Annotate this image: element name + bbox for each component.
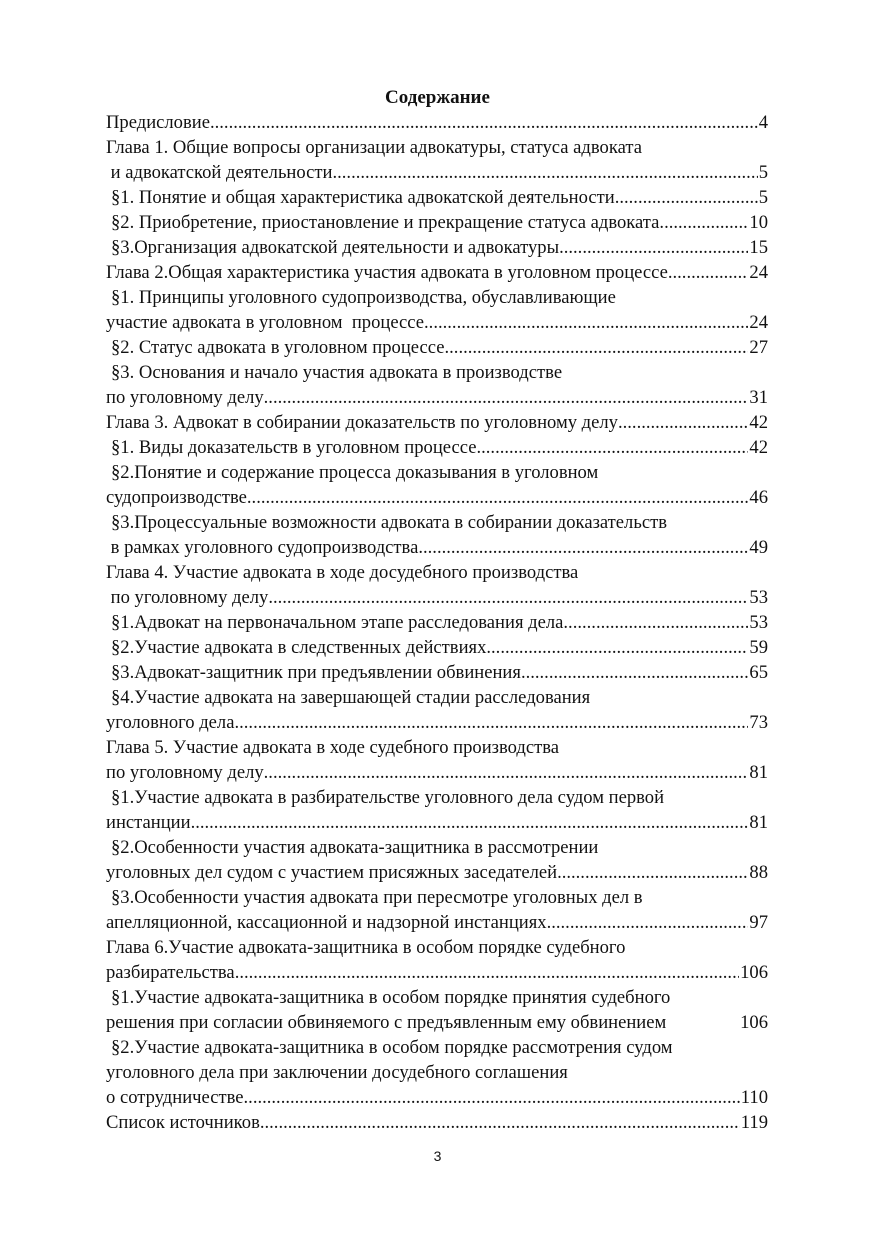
toc-line <box>106 1010 768 1035</box>
toc-page-number: 15 <box>749 237 768 258</box>
toc-line <box>106 585 768 610</box>
toc-entry-text: §3.Адвокат-защитник при предъявлении обвинения <box>111 662 521 683</box>
toc-page-number: 5 <box>758 187 768 208</box>
toc-line <box>106 935 768 960</box>
toc-line <box>106 235 768 260</box>
toc-entry-text: Глава 6.Участие адвоката-защитника в особом порядке судебного <box>106 937 626 958</box>
dot-leader <box>264 760 749 785</box>
dot-leader <box>418 535 748 560</box>
toc-entry <box>106 835 768 885</box>
toc-page-number: 24 <box>749 312 768 333</box>
toc-page-number: 46 <box>749 487 768 508</box>
dot-leader <box>618 410 748 435</box>
toc-entry <box>106 210 768 235</box>
toc-line <box>106 710 768 735</box>
toc-line <box>106 835 768 860</box>
toc-page-number: 53 <box>749 587 768 608</box>
toc-entry-text: §1.Участие адвоката-защитника в особом порядке принятия судебного <box>111 987 671 1008</box>
toc-entry-text: §2. Приобретение, приостановление и прекращение статуса адвоката <box>111 212 660 233</box>
toc-line <box>106 985 768 1010</box>
toc-entry <box>106 185 768 210</box>
toc-entry-text: Глава 5. Участие адвоката в ходе судебного производства <box>106 737 560 758</box>
toc-entry <box>106 235 768 260</box>
dot-leader <box>445 335 749 360</box>
toc-entry-text: в рамках уголовного судопроизводства <box>106 537 419 558</box>
toc-page-number: 106 <box>740 1012 768 1033</box>
toc-line <box>106 260 768 285</box>
dot-leader <box>264 385 749 410</box>
toc-line <box>106 160 768 185</box>
toc-entry-text: Глава 4. Участие адвоката в ходе досудебного производства <box>106 562 579 583</box>
toc-page-number: 59 <box>749 637 768 658</box>
dot-leader <box>191 810 749 835</box>
dot-leader <box>547 910 749 935</box>
toc-entry-text: §3. Основания и начало участия адвоката в производстве <box>111 362 563 383</box>
dot-leader <box>476 435 748 460</box>
dot-leader <box>486 635 748 660</box>
toc-entry <box>106 410 768 435</box>
toc-entry <box>106 285 768 335</box>
toc-entry <box>106 610 768 635</box>
toc-line <box>106 660 768 685</box>
dot-leader <box>235 960 739 985</box>
toc-entry-text: §1. Принципы уголовного судопроизводства, обуславливающие <box>111 287 616 308</box>
toc-line <box>106 1085 768 1110</box>
toc-entry-text: §3.Особенности участия адвоката при пересмотре уголовных дел в <box>111 887 643 908</box>
dot-leader <box>244 1085 740 1110</box>
dot-leader <box>247 485 749 510</box>
table-of-contents <box>106 110 768 1135</box>
toc-page-number: 97 <box>749 912 768 933</box>
toc-line <box>106 535 768 560</box>
dot-leader <box>260 1110 740 1135</box>
toc-entry <box>106 110 768 135</box>
toc-line <box>106 1060 768 1085</box>
toc-entry-text: уголовных дел судом с участием присяжных заседателей <box>106 862 558 883</box>
toc-page-number: 10 <box>749 212 768 233</box>
toc-page-number: 53 <box>749 612 768 633</box>
toc-entry <box>106 1035 768 1110</box>
toc-page-number: 27 <box>749 337 768 358</box>
toc-line <box>106 210 768 235</box>
toc-line <box>106 510 768 535</box>
toc-line <box>106 385 768 410</box>
toc-entry-text: §1. Понятие и общая характеристика адвокатской деятельности <box>111 187 615 208</box>
toc-entry-text: §3.Организация адвокатской деятельности и адвокатуры <box>111 237 560 258</box>
toc-title: Содержание <box>385 87 490 108</box>
dot-leader <box>615 185 758 210</box>
toc-page-number: 42 <box>749 412 768 433</box>
toc-entry-text: инстанции <box>106 812 191 833</box>
toc-entry-text: §2.Понятие и содержание процесса доказывания в уголовном <box>111 462 599 483</box>
toc-page-number: 81 <box>749 812 768 833</box>
dot-leader <box>268 585 748 610</box>
toc-entry-text: §1. Виды доказательств в уголовном процессе <box>111 437 477 458</box>
toc-line <box>106 360 768 385</box>
toc-line <box>106 285 768 310</box>
toc-line <box>106 810 768 835</box>
toc-entry-text: §3.Процессуальные возможности адвоката в собирании доказательств <box>111 512 667 533</box>
toc-line <box>106 485 768 510</box>
toc-entry-text: §1.Участие адвоката в разбирательстве уголовного дела судом первой <box>111 787 665 808</box>
toc-entry-text: решения при согласии обвиняемого с предъявленным ему обвинением <box>106 1012 667 1033</box>
toc-entry <box>106 735 768 785</box>
toc-page-number: 81 <box>749 762 768 783</box>
toc-entry <box>106 460 768 510</box>
toc-entry <box>106 510 768 560</box>
toc-entry-text: §1.Адвокат на первоначальном этапе расследования дела <box>111 612 564 633</box>
toc-entry-text: §2.Особенности участия адвоката-защитника в рассмотрении <box>111 837 599 858</box>
toc-entry-text: и адвокатской деятельности <box>106 162 333 183</box>
toc-entry <box>106 985 768 1035</box>
toc-entry-text: Список источников <box>106 1112 260 1133</box>
toc-line <box>106 760 768 785</box>
toc-line <box>106 135 768 160</box>
toc-entry-text: по уголовному делу <box>106 587 269 608</box>
toc-line <box>106 110 768 135</box>
toc-line <box>106 310 768 335</box>
toc-page-number: 49 <box>749 537 768 558</box>
toc-line <box>106 410 768 435</box>
toc-entry-text: §2. Статус адвоката в уголовном процессе <box>111 337 445 358</box>
dot-leader <box>659 210 748 235</box>
toc-page-number: 73 <box>749 712 768 733</box>
toc-entry-text: по уголовному делу <box>106 387 264 408</box>
toc-entry-text: участие адвоката в уголовном процессе <box>106 312 425 333</box>
toc-entry-text: судопроизводстве <box>106 487 247 508</box>
toc-entry <box>106 635 768 660</box>
toc-page-number: 110 <box>740 1087 768 1108</box>
toc-entry-text: §2.Участие адвоката в следственных действиях <box>111 637 487 658</box>
dot-leader <box>332 160 757 185</box>
toc-entry <box>106 435 768 460</box>
toc-entry <box>106 1110 768 1135</box>
toc-entry <box>106 660 768 685</box>
toc-line <box>106 785 768 810</box>
dot-leader <box>521 660 748 685</box>
toc-line <box>106 460 768 485</box>
toc-line <box>106 1035 768 1060</box>
dot-leader <box>563 610 748 635</box>
toc-entry-text: Глава 1. Общие вопросы организации адвокатуры, статуса адвоката <box>106 137 642 158</box>
toc-line <box>106 635 768 660</box>
toc-entry <box>106 560 768 610</box>
toc-line <box>106 1110 768 1135</box>
toc-page-number: 106 <box>740 962 768 983</box>
toc-line <box>106 185 768 210</box>
dot-leader <box>234 710 748 735</box>
toc-line <box>106 335 768 360</box>
toc-entry <box>106 360 768 410</box>
toc-entry <box>106 785 768 835</box>
toc-line <box>106 735 768 760</box>
dot-leader <box>668 260 749 285</box>
page-number: 3 <box>433 1148 442 1164</box>
toc-page-number: 88 <box>749 862 768 883</box>
toc-page-number: 4 <box>758 112 768 133</box>
toc-page-number: 119 <box>740 1112 768 1133</box>
toc-entry-text: по уголовному делу <box>106 762 264 783</box>
toc-entry <box>106 335 768 360</box>
dot-leader <box>424 310 748 335</box>
toc-entry <box>106 685 768 735</box>
toc-entry-text: Глава 2.Общая характеристика участия адвоката в уголовном процессе <box>106 262 668 283</box>
toc-entry-text: разбирательства <box>106 962 235 983</box>
toc-entry-text: Глава 3. Адвокат в собирании доказательств по уголовному делу <box>106 412 618 433</box>
toc-entry <box>106 935 768 985</box>
toc-line <box>106 960 768 985</box>
toc-entry-text: §4.Участие адвоката на завершающей стадии расследования <box>111 687 591 708</box>
toc-line <box>106 910 768 935</box>
toc-page-number: 24 <box>749 262 768 283</box>
toc-line <box>106 560 768 585</box>
toc-entry-text: §2.Участие адвоката-защитника в особом порядке рассмотрения судом <box>111 1037 673 1058</box>
toc-page-number: 31 <box>749 387 768 408</box>
dot-leader <box>210 110 758 135</box>
toc-entry-text: уголовного дела при заключении досудебного соглашения <box>106 1062 568 1083</box>
toc-line <box>106 885 768 910</box>
toc-line <box>106 610 768 635</box>
toc-page-number: 42 <box>749 437 768 458</box>
dot-leader <box>557 860 748 885</box>
toc-entry-text: о сотрудничестве <box>106 1087 244 1108</box>
toc-line <box>106 860 768 885</box>
toc-entry-text: Предисловие <box>106 112 210 133</box>
toc-entry <box>106 260 768 285</box>
toc-entry-text: апелляционной, кассационной и надзорной инстанциях <box>106 912 547 933</box>
dot-leader <box>559 235 748 260</box>
toc-entry-text: уголовного дела <box>106 712 235 733</box>
toc-line <box>106 435 768 460</box>
toc-entry <box>106 135 768 185</box>
toc-line <box>106 685 768 710</box>
toc-entry <box>106 885 768 935</box>
toc-page-number: 5 <box>758 162 768 183</box>
toc-page-number: 65 <box>749 662 768 683</box>
